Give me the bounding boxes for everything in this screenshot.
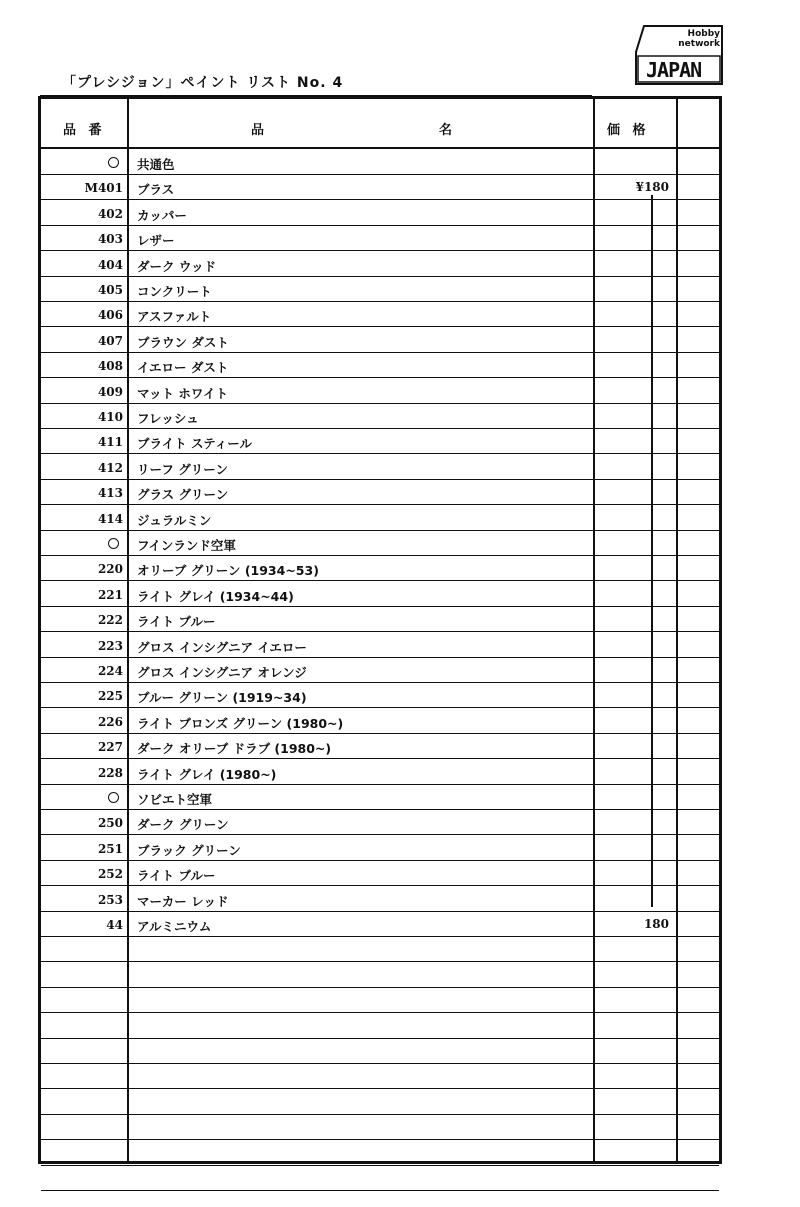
logo-japan-text: JAPAN (646, 58, 702, 82)
product-name: フレッシュ (137, 411, 199, 426)
product-name: ブラウン ダスト (137, 334, 229, 350)
table-row (41, 149, 719, 175)
table-row (41, 962, 719, 988)
product-code: 250 (97, 816, 123, 831)
product-code: 228 (97, 765, 123, 780)
product-name: ダーク ウッド (137, 258, 217, 274)
table-row (41, 555, 719, 581)
table-row (41, 835, 719, 861)
table-row (41, 860, 719, 886)
table-row (41, 886, 719, 912)
table-row (41, 200, 719, 226)
paint-list-table (38, 96, 722, 1164)
hobby-network-japan-logo (630, 22, 726, 88)
table-row (41, 276, 719, 302)
product-name: フインランド空軍 (137, 538, 236, 553)
product-code: 414 (97, 511, 123, 526)
product-code: 411 (97, 435, 123, 450)
product-code: 225 (97, 689, 123, 704)
product-name: グロス インシグニア オレンジ (137, 665, 307, 680)
product-code: 226 (97, 714, 123, 729)
product-name: グロス インシグニア イエロー (137, 639, 307, 655)
table-row (41, 378, 719, 404)
product-code: 404 (97, 257, 123, 272)
table-row (41, 454, 719, 480)
product-name: ライト グレイ (1980~) (137, 766, 277, 782)
table-row (41, 733, 719, 759)
product-code: 227 (97, 740, 123, 755)
header-price: 価 格 (607, 123, 650, 138)
header-product-name-part1: 品 (251, 123, 269, 138)
product-code: 223 (97, 638, 123, 653)
product-code (41, 156, 123, 170)
table-row (41, 581, 719, 607)
product-code: 252 (97, 867, 123, 882)
product-code (41, 791, 123, 805)
table-row (41, 682, 719, 708)
table-row (41, 251, 719, 277)
table-row (41, 911, 719, 937)
product-name: ライト ブルー (137, 868, 216, 884)
table-row (41, 1165, 719, 1191)
table-row (41, 505, 719, 531)
table-row (41, 428, 719, 454)
product-name: ダーク オリーブ ドラブ (1980~) (137, 741, 332, 757)
table-row (41, 1089, 719, 1115)
product-code: 221 (97, 587, 123, 602)
product-code: 224 (97, 664, 123, 678)
product-name: アスファルト (137, 309, 212, 325)
logo-hobby-text: Hobby (687, 29, 720, 39)
price-ditto-line (651, 195, 653, 907)
table-row (41, 1063, 719, 1089)
product-name: レザー (137, 233, 175, 249)
table-row (41, 1013, 719, 1039)
product-name: ブラス (137, 182, 175, 198)
product-name: ジュラルミン (137, 512, 212, 528)
table-row (41, 1114, 719, 1140)
product-code: 405 (97, 283, 123, 297)
product-code: 409 (97, 384, 123, 399)
table-row (41, 987, 719, 1013)
product-name: カッパー (137, 207, 187, 223)
table-row (41, 606, 719, 632)
section-marker-circle-icon (108, 538, 119, 549)
product-name: ライト ブルー (137, 614, 216, 630)
table-row (41, 1038, 719, 1064)
logo-network-text: network (678, 39, 720, 49)
table-row (41, 1140, 719, 1166)
product-code: 412 (97, 460, 123, 475)
table-row (41, 327, 719, 353)
section-marker-circle-icon (108, 792, 119, 803)
product-code: 403 (97, 232, 123, 247)
table-row (41, 657, 719, 683)
product-code: 406 (97, 308, 123, 323)
table-row (41, 784, 719, 810)
product-code: 413 (97, 486, 123, 501)
table-row (41, 301, 719, 327)
product-code: 44 (106, 918, 123, 932)
table-row (41, 403, 719, 429)
product-name: ライト グレイ (1934~44) (137, 588, 294, 604)
table-row (41, 352, 719, 378)
product-name: グラス グリーン (137, 487, 229, 503)
product-name: アルミニウム (137, 919, 212, 934)
product-name: ソビエト空軍 (137, 792, 213, 807)
table-row (41, 936, 719, 962)
product-code: 407 (97, 333, 123, 348)
table-row (41, 174, 719, 200)
section-marker-circle-icon (108, 157, 119, 168)
table-row (41, 708, 719, 734)
product-name: マーカー レッド (137, 893, 229, 909)
product-code: 220 (97, 562, 123, 577)
product-code: 251 (97, 841, 123, 856)
table-row (41, 632, 719, 658)
table-row (41, 759, 719, 785)
product-name: 共通色 (137, 157, 175, 172)
product-code: 253 (97, 892, 123, 907)
product-name: ライト ブロンズ グリーン (1980~) (137, 715, 344, 731)
header-product-name-part2: 名 (439, 123, 457, 138)
table-row (41, 809, 719, 835)
document-title: 「プレシジョン」ペイント リスト No. 4 (62, 75, 344, 91)
product-name: コンクリート (137, 284, 212, 299)
product-code: M401 (84, 181, 123, 196)
product-name: ブラック グリーン (137, 842, 241, 858)
product-price: 180 (643, 917, 669, 931)
table-row (41, 479, 719, 505)
table-row (41, 225, 719, 251)
product-name: ブルー グリーン (1919~34) (137, 690, 307, 706)
product-name: イエロー ダスト (137, 360, 229, 376)
table-row (41, 530, 719, 556)
product-name: リーフ グリーン (137, 461, 228, 477)
product-code: 408 (97, 359, 123, 374)
product-name: ブライト スティール (137, 436, 252, 452)
product-price: ¥180 (635, 180, 669, 195)
product-code (41, 537, 123, 551)
product-code: 222 (97, 613, 123, 628)
product-code: 402 (97, 206, 123, 221)
product-name: オリーブ グリーン (1934~53) (137, 563, 319, 579)
product-code: 410 (97, 410, 123, 424)
product-name: マット ホワイト (137, 385, 228, 401)
header-product-code: 品 番 (63, 123, 106, 138)
product-name: ダーク グリーン (137, 817, 229, 833)
